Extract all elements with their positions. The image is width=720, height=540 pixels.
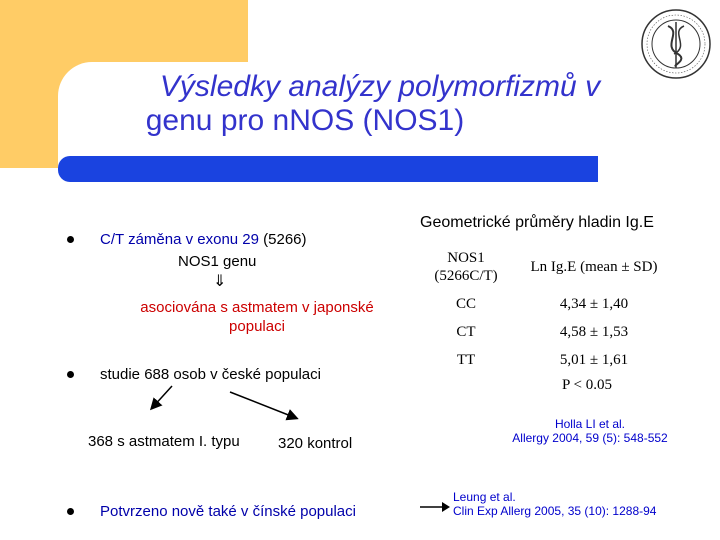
table-row [418, 346, 674, 374]
bullet-3-text [100, 502, 356, 521]
cell-genotype: CC [455, 295, 476, 312]
p-value: P < 0.05 [562, 377, 612, 393]
table-title: Geometrické průměry hladin Ig.E [420, 214, 654, 231]
title-line-1: Výsledky analýzy polymorfizmů v [159, 70, 601, 103]
reference-leung [453, 490, 656, 518]
implies-arrow: ⇓ [213, 273, 227, 290]
title-line-2: genu pro nNOS (NOS1) [145, 104, 465, 137]
cell-value: 4,34 ± 1,40 [559, 295, 629, 312]
table-header-row [418, 244, 674, 290]
header-genotype: NOS1 (5266C/T) [434, 250, 498, 284]
bullet-2-text: studie 688 osob v české populaci [100, 366, 321, 383]
bullet-1-prefix: C/T [100, 231, 129, 248]
bullet-1-rest: záměna v exonu 29 [128, 231, 264, 248]
cell-genotype: TT [456, 351, 476, 368]
table-row [418, 290, 674, 318]
reference-holla-citation: Allergy 2004, 59 (5): 548-552 [512, 431, 668, 445]
reference-leung-citation: Clin Exp Allerg 2005, 35 (10): 1288-94 [453, 504, 657, 518]
bullet-dot [67, 508, 74, 515]
association-text-value: asociována s astmatem v japonské populaci [140, 299, 374, 335]
arrow-to-asthma-group [152, 386, 172, 408]
bullet-3-value: Potvrzeno nově také v čínské populaci [100, 503, 356, 520]
reference-holla [470, 417, 710, 445]
header-value: Ln Ig.E (mean ± SD) [530, 258, 658, 275]
ige-results-table [418, 244, 674, 374]
control-group-label: 320 kontrol [278, 435, 353, 452]
bullet-1-gene: NOS1 genu [178, 253, 257, 270]
cell-genotype: CT [456, 323, 476, 340]
reference-holla-authors: Holla LI et al. [554, 417, 626, 431]
reference-leung-authors: Leung et al. [453, 490, 516, 504]
bullet-1-position: (5266) [263, 231, 307, 248]
asthma-group-label: 368 s astmatem I. typu [88, 433, 240, 450]
reference-arrow-icon [418, 498, 452, 516]
arrow-to-control-group [230, 392, 296, 418]
cell-value: 5,01 ± 1,61 [559, 351, 629, 368]
table-row [418, 318, 674, 346]
cell-value: 4,58 ± 1,53 [559, 323, 629, 340]
